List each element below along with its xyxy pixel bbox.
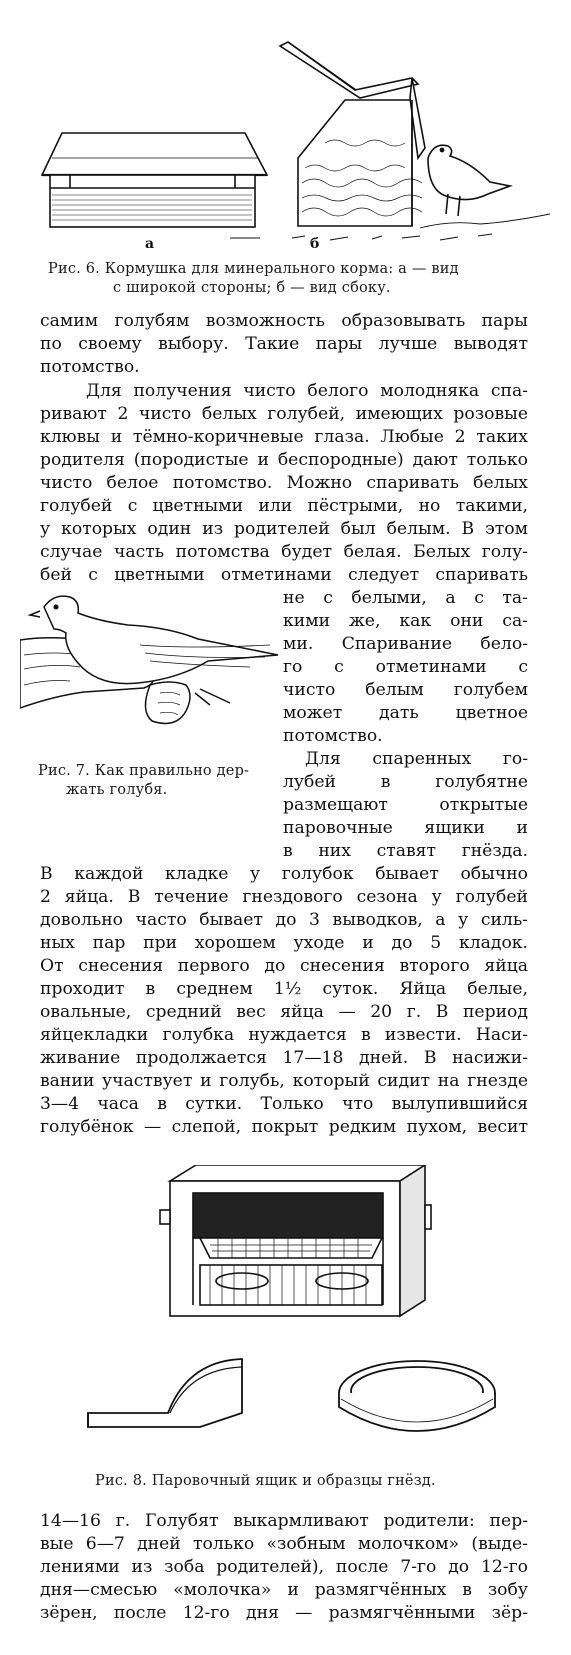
text-line: 3—4 часа в сутки. Только что вылупившийся <box>40 1094 528 1114</box>
text-line: 14—16 г. Голубят выкармливают родители: пер- <box>40 1511 528 1531</box>
figure-7-caption-line-2: жать голубя. <box>66 782 168 798</box>
text-line: го с отметинами с <box>283 657 528 677</box>
text-line: в них ставят гнёзда. <box>283 841 528 861</box>
text-line: ривают 2 чисто белых голубей, имеющих розовые <box>40 404 528 424</box>
feeder-wide-view-illustration <box>42 133 267 238</box>
figure-8-nest-box <box>60 1165 520 1465</box>
text-line: у которых один из родителей был белым. В этом <box>40 519 528 539</box>
text-line: ми. Спаривание бело- <box>283 634 528 654</box>
text-line: клювы и тёмно-коричневые глаза. Любые 2 таких <box>40 427 528 447</box>
text-line: лениями из зоба родителей), после 7-го до 12-го <box>40 1557 528 1577</box>
text-line: ных пар при хорошем уходе и до 5 кладок. <box>40 933 528 953</box>
text-line: размещают открытые <box>283 795 528 815</box>
figure-6-caption-line-2: с широкой стороны; б — вид сбоку. <box>113 280 391 296</box>
round-nest-illustration <box>339 1361 495 1431</box>
text-line: паровочные ящики и <box>283 818 528 838</box>
paragraph-pairing-choice <box>40 310 528 379</box>
text-line: проходит в среднем 1½ суток. Яйца белые, <box>40 979 528 999</box>
feeder-side-view-illustration <box>280 42 550 240</box>
text-line: довольно часто бывает до 3 выводков, а у силь- <box>40 910 528 930</box>
figure-8-caption: Рис. 8. Паровочный ящик и образцы гнёзд. <box>95 1473 436 1489</box>
paragraph-marked-pigeons <box>283 587 528 863</box>
paragraph-feeding-young <box>40 1510 528 1625</box>
figure-6-caption-line-1: Рис. 6. Кормушка для минерального корма: а — вид <box>48 261 459 277</box>
paragraph-clutch <box>40 863 528 1139</box>
figure-7-holding-pigeon <box>20 585 290 755</box>
paragraph-white-young <box>40 380 528 587</box>
text-line: овальные, средний вес яйца — 20 г. В период <box>40 1002 528 1022</box>
text-line: потомство. <box>40 357 140 377</box>
text-line: кими же, как они са- <box>283 611 528 631</box>
text-line: родителя (породистые и беспородные) дают только <box>40 450 528 470</box>
text-line: дня—смесью «молочка» и размягчённых в зобу <box>40 1580 528 1600</box>
nesting-box-illustration <box>160 1165 431 1316</box>
text-line: потомство. <box>283 726 383 746</box>
text-line: живание продолжается 17—18 дней. В насижи- <box>40 1048 528 1068</box>
text-line: Для спаренных го- <box>305 749 528 769</box>
text-line: чисто белое потомство. Можно спаривать белых <box>40 473 528 493</box>
text-line: зёрен, после 12-го дня — размягчёнными зёр- <box>40 1603 528 1623</box>
text-line: В каждой кладке у голубок бывает обычно <box>40 864 528 884</box>
text-line: От снесения первого до снесения второго яйца <box>40 956 528 976</box>
figure-7-caption-line-1: Рис. 7. Как правильно дер- <box>38 763 250 779</box>
text-line: яйцекладки голубка нуждается в извести. Наси- <box>40 1025 528 1045</box>
figure-6-feeder <box>30 38 550 248</box>
text-line: чисто белым голубем <box>283 680 528 700</box>
text-line: голубей с цветными или пёстрыми, но такими, <box>40 496 528 516</box>
text-line: вании участвует и голубь, который сидит на гнезде <box>40 1071 528 1091</box>
text-line: по своему выбору. Такие пары лучше выводят <box>40 334 528 354</box>
text-line: случае часть потомства будет белая. Белых голу- <box>40 542 528 562</box>
text-line: бей с цветными отметинами следует спаривать <box>40 565 528 585</box>
text-line: Для получения чисто белого молодняка спа- <box>86 381 528 401</box>
figure-6-label-b: б <box>310 236 320 252</box>
text-line: вые 6—7 дней только «зобным молочком» (выде- <box>40 1534 528 1554</box>
text-line: 2 яйца. В течение гнездового сезона у голубей <box>40 887 528 907</box>
text-line: голубёнок — слепой, покрыт редким пухом, весит <box>40 1117 528 1137</box>
text-line: не с белыми, а с та- <box>283 588 528 608</box>
text-line: лубей в голубятне <box>283 772 528 792</box>
text-line: самим голубям возможность образовывать пары <box>40 311 528 331</box>
pigeon-in-hand-illustration <box>20 596 278 723</box>
square-nest-illustration <box>88 1359 242 1427</box>
figure-6-label-a: а <box>145 236 155 252</box>
text-line: может дать цветное <box>283 703 528 723</box>
